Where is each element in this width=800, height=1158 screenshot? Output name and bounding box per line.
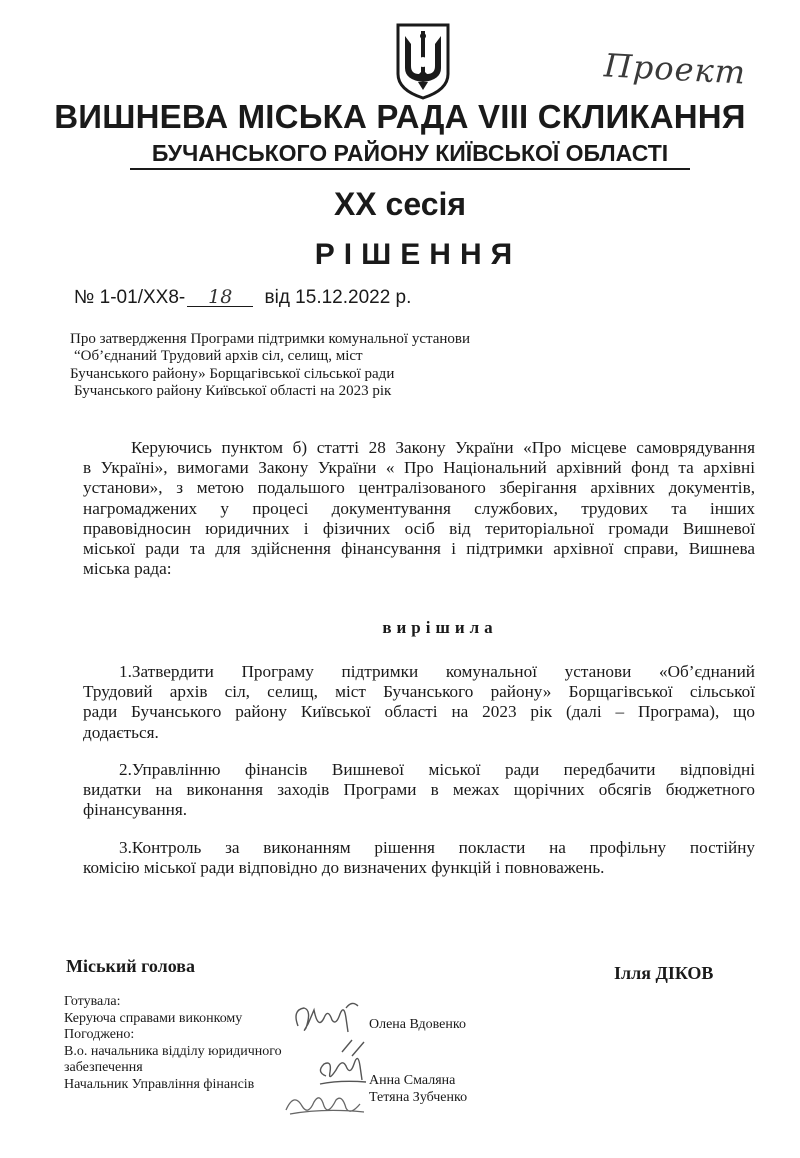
item-line: фінансування. bbox=[83, 800, 188, 820]
trident-coat-of-arms-icon bbox=[394, 22, 452, 100]
item-line: Трудовий архів сіл, селищ, міст Бучанського району» Борщагівської сільської bbox=[83, 682, 755, 702]
legal-role-cont: забезпечення bbox=[64, 1060, 143, 1076]
prepared-role: Керуюча справами виконкому bbox=[64, 1010, 243, 1026]
subject-line: Бучанського району» Борщагівської сільської ради bbox=[70, 365, 395, 382]
item-line: 3.Контроль за виконанням рішення покласти на профільну постійну bbox=[119, 838, 755, 857]
decision-subject bbox=[70, 331, 520, 401]
decision-number-handwritten: 18 bbox=[187, 288, 253, 307]
session-title: XX сесія bbox=[333, 186, 467, 222]
decision-item-3 bbox=[83, 838, 755, 878]
subject-line: Бучанського району Київської області на 2023 рік bbox=[74, 383, 392, 400]
mayor-name: Ілля ДІКОВ bbox=[614, 963, 714, 983]
decision-date: від 15.12.2022 р. bbox=[264, 287, 412, 308]
legal-name: Анна Смаляна bbox=[369, 1073, 456, 1088]
preamble-line: правовідносин юридичних і фізичних осіб від територіальної громади Вишневої bbox=[83, 518, 755, 538]
subject-line: “Об’єднаний Трудовий архів сіл, селищ, міст bbox=[74, 348, 363, 365]
preamble-line: установи», з метою подальшого централізованого зберігання архівних документів, bbox=[83, 478, 755, 498]
preamble-line: в Україні», вимогами Закону України « Про Національний архівний фонд та архівні bbox=[83, 458, 755, 478]
approval-block bbox=[64, 994, 468, 1105]
agreed-label: Погоджено: bbox=[64, 1027, 135, 1043]
document-type-title: РІШЕННЯ bbox=[314, 238, 522, 271]
council-title: ВИШНЕВА МІСЬКА РАДА VIII СКЛИКАННЯ bbox=[54, 98, 746, 135]
draft-handwritten-mark: Проект bbox=[603, 46, 747, 92]
preamble-line: нагромаджених у процесі документування службових, трудових та інших bbox=[83, 498, 755, 518]
finance-name: Тетяна Зубченко bbox=[369, 1090, 468, 1105]
preamble-line: міської ради та для здійснення фінансування і підтримки архівної справи, Вишнева bbox=[83, 538, 755, 558]
council-district: БУЧАНСЬКОГО РАЙОНУ КИЇВСЬКОЇ ОБЛАСТІ bbox=[130, 140, 690, 170]
item-line: 2.Управлінню фінансів Вишневої міської ради передбачити відповідні bbox=[119, 760, 755, 779]
resolved-heading: вирішила bbox=[382, 618, 498, 637]
signature-finance bbox=[280, 1086, 370, 1120]
item-line: додається. bbox=[83, 722, 159, 742]
decision-item-2 bbox=[83, 760, 755, 821]
subject-line: Про затвердження Програми підтримки комунальної установи bbox=[70, 331, 471, 347]
item-line: ради Бучанського району Київської області на 2023 рік (далі – Програма), що bbox=[83, 702, 755, 722]
decision-number-prefix: № 1-01/XX8- bbox=[74, 287, 186, 308]
prepared-label: Готувала: bbox=[64, 994, 121, 1009]
preamble-line: міська рада: bbox=[83, 559, 172, 579]
decision-number-line bbox=[74, 287, 411, 309]
finance-role: Начальник Управління фінансів bbox=[64, 1076, 255, 1092]
item-line: видатки на виконання заходів Програми в межах щорічних обсягів бюджетного bbox=[83, 780, 755, 800]
preamble-line: Керуючись пунктом б) статті 28 Закону України «Про місцеве самоврядування bbox=[131, 438, 755, 457]
legal-role: В.о. начальника відділу юридичного bbox=[64, 1043, 282, 1059]
decision-item-1 bbox=[83, 662, 755, 743]
item-line: комісію міської ради відповідно до визначених функцій і повноважень. bbox=[83, 858, 605, 878]
mayor-label: Міський голова bbox=[66, 956, 195, 976]
item-line: 1.Затвердити Програму підтримки комунальної установи «Об’єднаний bbox=[119, 662, 755, 681]
preamble-paragraph bbox=[83, 438, 755, 579]
prepared-name: Олена Вдовенко bbox=[369, 1017, 466, 1032]
signature-legal bbox=[306, 1036, 378, 1092]
